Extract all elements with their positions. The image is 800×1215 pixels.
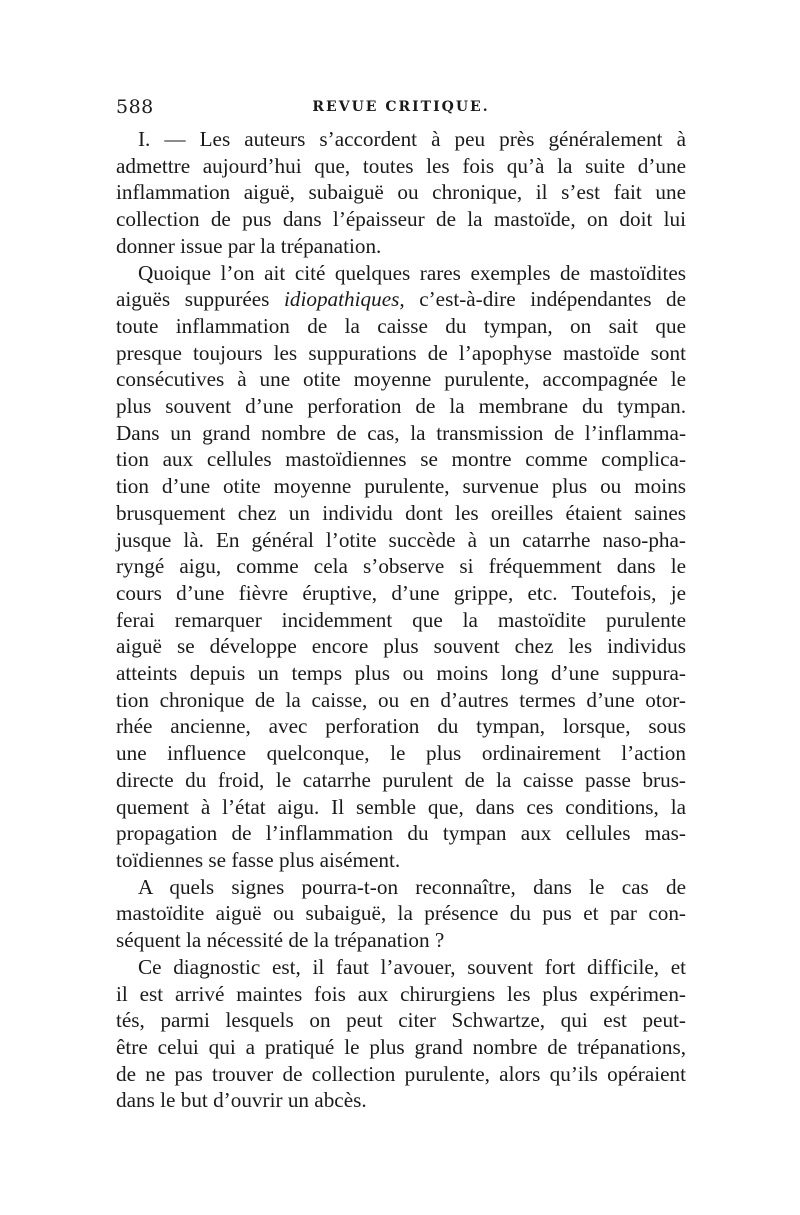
text-line: aiguë se développe encore plus souvent chez les individus	[116, 634, 686, 659]
text-line: Dans un grand nombre de cas, la transmission de l’inflamma-	[116, 420, 686, 445]
running-title: REVUE CRITIQUE.	[312, 99, 490, 115]
paragraph-2	[116, 260, 686, 874]
text-line: de ne pas trouver de collection purulente, alors qu’ils opéraient	[116, 1061, 686, 1086]
text-line: Ce diagnostic est, il faut l’avouer, souvent fort difficile, et	[138, 954, 686, 979]
text-line: consécutives à une otite moyenne purulente, accompagnée le	[116, 367, 686, 392]
text-line: cours d’une fièvre éruptive, d’une grippe, etc. Toutefois, je	[116, 580, 686, 605]
text-line: ferai remarquer incidemment que la mastoïdite purulente	[116, 607, 686, 632]
page-number: 588	[116, 96, 154, 118]
page-header	[116, 96, 686, 124]
text-line: directe du froid, le catarrhe purulent de la caisse passe brus-	[116, 767, 686, 792]
text-line: ryngé aigu, comme cela s’observe si fréquemment dans le	[116, 554, 686, 579]
text-line: tion d’une otite moyenne purulente, survenue plus ou moins	[116, 474, 686, 499]
text-line: collection de pus dans l’épaisseur de la mastoïde, on doit lui	[116, 207, 686, 232]
page	[116, 96, 686, 1114]
text-line: mastoïdite aiguë ou subaiguë, la présence du pus et par con-	[116, 901, 686, 926]
text-line: Quoique l’on ait cité quelques rares exemples de mastoïdites	[138, 260, 686, 285]
text-fragment: aiguës suppurées	[116, 287, 284, 312]
text-line: inflammation aiguë, subaiguë ou chronique, il s’est fait une	[116, 180, 686, 205]
text-line: A quels signes pourra-t-on reconnaître, dans le cas de	[138, 874, 686, 899]
text-line: il est arrivé maintes fois aux chirurgiens les plus expérimen-	[116, 981, 686, 1006]
text-line-with-italic	[116, 286, 686, 313]
text-line: plus souvent d’une perforation de la membrane du tympan.	[116, 394, 686, 419]
paragraph-4	[116, 954, 686, 1114]
text-line: rhée ancienne, avec perforation du tympan, lorsque, sous	[116, 714, 686, 739]
text-line: I. — Les auteurs s’accordent à peu près généralement à	[138, 127, 686, 151]
text-line: admettre aujourd’hui que, toutes les fois qu’à la suite d’une	[116, 153, 686, 178]
text-line: tés, parmi lesquels on peut citer Schwartze, qui est peut-	[116, 1008, 686, 1033]
text-line: être celui qui a pratiqué le plus grand nombre de trépanations,	[116, 1034, 686, 1059]
text-line: quement à l’état aigu. Il semble que, dans ces conditions, la	[116, 794, 686, 819]
text-line: dans le but d’ouvrir un abcès.	[116, 1088, 367, 1113]
paragraph-3	[116, 874, 686, 954]
text-line: une influence quelconque, le plus ordinairement l’action	[116, 741, 686, 766]
text-fragment: c’est-à-dire indépendantes de	[404, 287, 686, 312]
text-line: atteints depuis un temps plus ou moins long d’une suppura-	[116, 661, 686, 686]
body-text	[116, 126, 686, 1114]
text-line: presque toujours les suppurations de l’apophyse mastoïde sont	[116, 340, 686, 365]
text-line: jusque là. En général l’otite succède à un catarrhe naso-pha-	[116, 527, 686, 552]
text-line: séquent la nécessité de la trépanation ?	[116, 928, 445, 953]
paragraph-1	[116, 126, 686, 260]
text-line: propagation de l’inflammation du tympan aux cellules mas-	[116, 821, 686, 846]
text-line: brusquement chez un individu dont les oreilles étaient saines	[116, 500, 686, 525]
text-line: toute inflammation de la caisse du tympan, on sait que	[116, 313, 686, 338]
text-line: tion chronique de la caisse, ou en d’autres termes d’une otor-	[116, 687, 686, 712]
text-line: donner issue par la trépanation.	[116, 233, 382, 258]
text-line: toïdiennes se fasse plus aisément.	[116, 847, 401, 872]
italic-term: idiopathiques,	[284, 287, 405, 312]
text-line: tion aux cellules mastoïdiennes se montre comme complica-	[116, 447, 686, 472]
